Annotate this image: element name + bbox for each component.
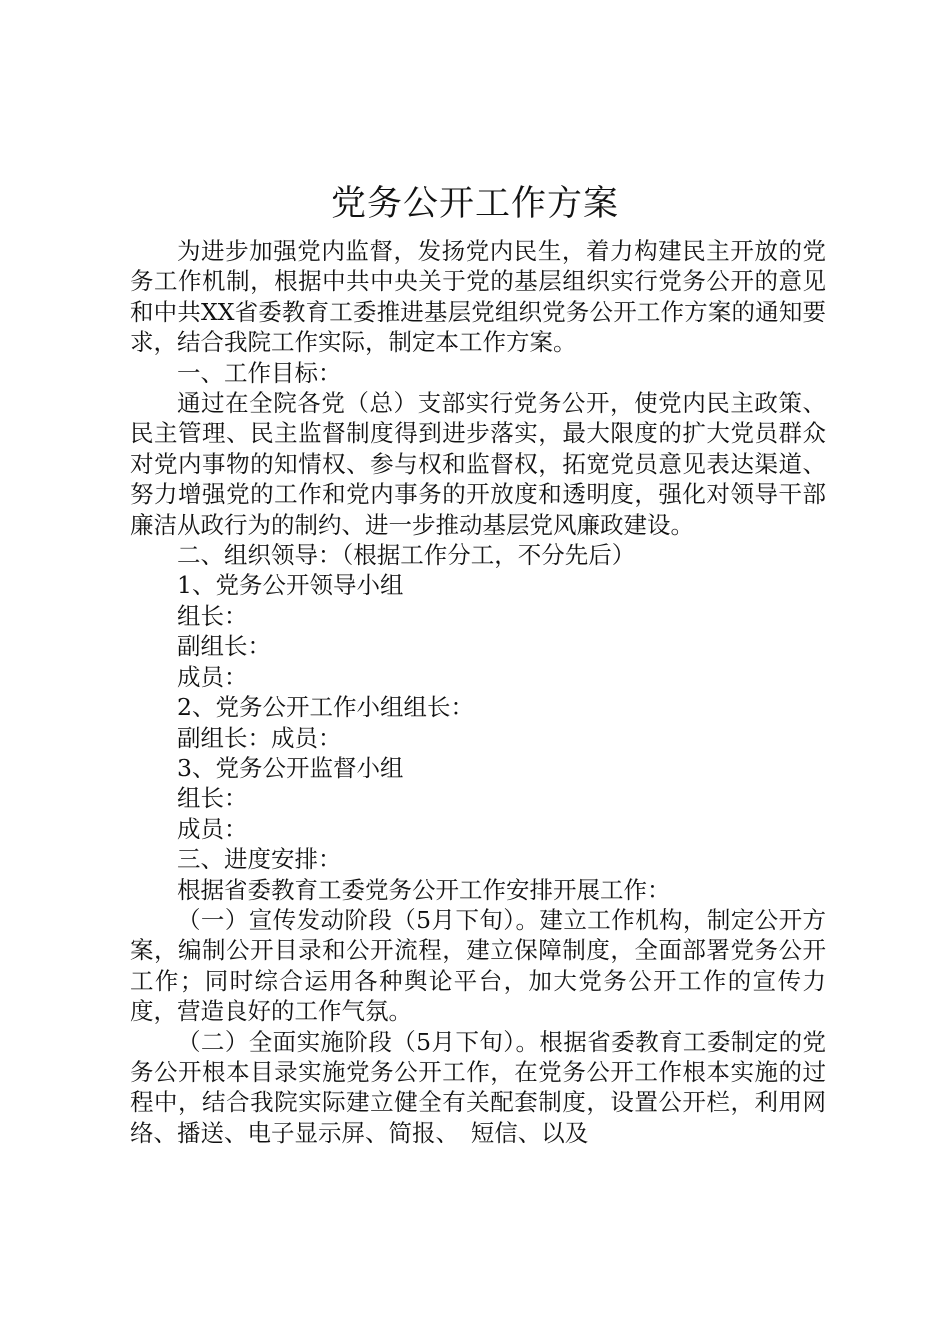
item-supervision-group: 3、党务公开监督小组 xyxy=(177,753,404,782)
paragraph-work-goals: 通过在全院各党（总）支部实行党务公开，使党内民主政策、民主管理、民主监督制度得到进步落实，最大限度的扩大党员群众对党内事物的知情权、参与权和监督权，拓宽党员意见表达渠道、努力增强党的工作和党内事务的开放度和透明度，强化对领导干部廉洁从政行为的制约、进一步推动基层党风廉政建设。 xyxy=(130,389,826,539)
item-supervision-group-leader: 组长： xyxy=(177,784,248,813)
item-working-group-deputy-members: 副组长：成员： xyxy=(177,723,342,752)
paragraph-phase-two: （二）全面实施阶段（5月下旬）。根据省委教育工委制定的党务公开根本目录实施党务公开工作，在党务公开工作根本实施的过程中，结合我院实际建立健全有关配套制度，设置公开栏，利用网络、播送、电子显示屏、简报、 短信、以及 xyxy=(130,1027,826,1147)
item-leading-group: 1、党务公开领导小组 xyxy=(177,571,404,600)
item-supervision-group-members: 成员： xyxy=(177,814,248,843)
item-working-group: 2、党务公开工作小组组长： xyxy=(177,693,474,722)
heading-organization: 二、组织领导：（根据工作分工，不分先后） xyxy=(177,541,636,570)
item-leading-group-leader: 组长： xyxy=(177,601,248,630)
heading-schedule: 三、进度安排： xyxy=(177,845,342,874)
heading-work-goals: 一、工作目标： xyxy=(177,358,342,387)
paragraph-phase-one: （一）宣传发动阶段（5月下旬）。建立工作机构，制定公开方案，编制公开目录和公开流程，建立保障制度，全面部署党务公开工作；同时综合运用各种舆论平台，加大党务公开工作的宣传力度，营造良好的工作气氛。 xyxy=(130,905,826,1026)
document-title: 党务公开工作方案 xyxy=(330,184,619,224)
item-leading-group-members: 成员： xyxy=(177,662,248,691)
paragraph-schedule-intro: 根据省委教育工委党务公开工作安排开展工作： xyxy=(177,875,671,904)
paragraph-intro: 为进步加强党内监督，发扬党内民生，着力构建民主开放的党务工作机制，根据中共中央关于党的基层组织实行党务公开的意见和中共XX省委教育工委推进基层党组织党务公开工作方案的通知要求，结合我院工作实际，制定本工作方案。 xyxy=(130,237,826,357)
item-leading-group-deputy: 副组长： xyxy=(177,632,271,661)
document-body xyxy=(130,236,826,1148)
